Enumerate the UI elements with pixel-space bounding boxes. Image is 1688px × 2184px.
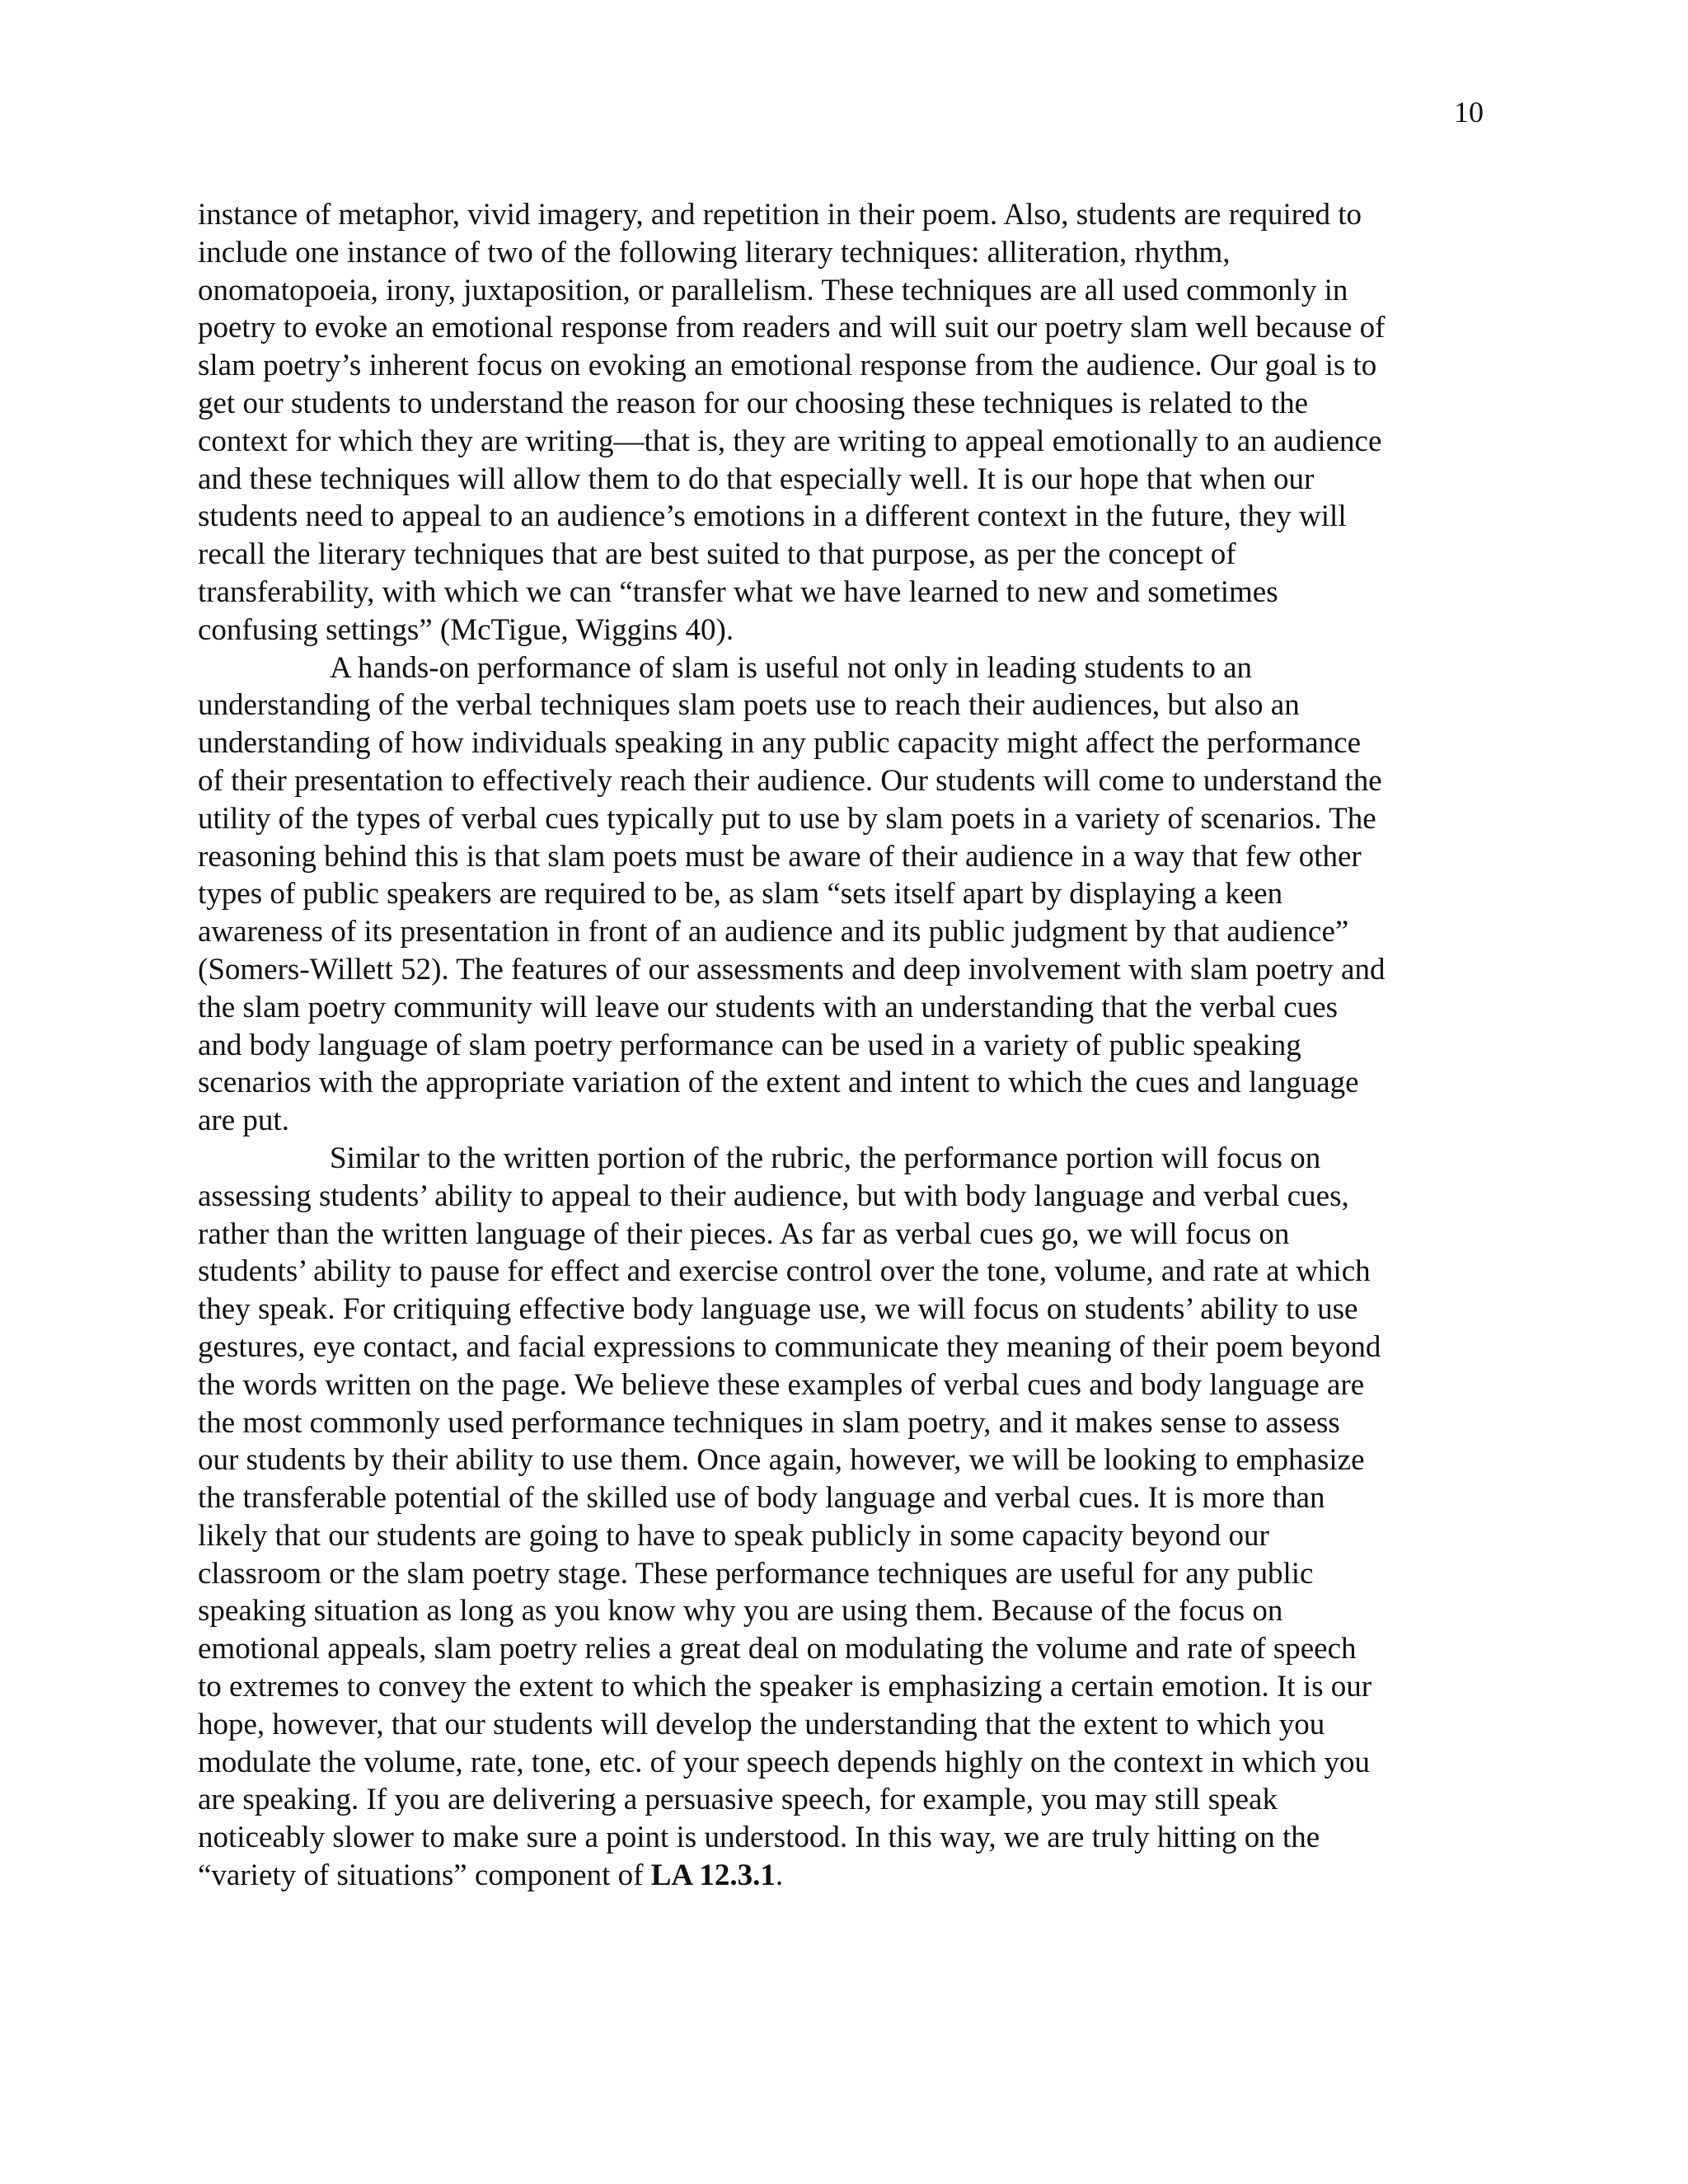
text-line: hope, however, that our students will develop the understanding that the extent to which you (198, 1707, 1325, 1741)
text-line: understanding of how individuals speaking in any public capacity might affect the performance (198, 726, 1362, 761)
paragraph-3 (198, 1140, 1490, 1895)
text-line: understanding of the verbal techniques slam poets use to reach their audiences, but also an (198, 688, 1300, 723)
closing-line-end: . (775, 1858, 784, 1893)
text-line: (Somers-Willett 52). The features of our assessments and deep involvement with slam poetry and (198, 952, 1386, 987)
text-line: noticeably slower to make sure a point is understood. In this way, we are truly hitting on the (198, 1821, 1320, 1855)
text-line: types of public speakers are required to be, as slam “sets itself apart by displaying a keen (198, 877, 1283, 912)
closing-line-text: “variety of situations” component of (198, 1858, 651, 1893)
text-line: instance of metaphor, vivid imagery, and repetition in their poem. Also, students are required to (198, 198, 1362, 232)
text-line: gestures, eye contact, and facial expressions to communicate they meaning of their poem beyond (198, 1329, 1381, 1364)
text-line: onomatopoeia, irony, juxtaposition, or parallelism. These techniques are all used commonly in (198, 273, 1348, 307)
text-line: modulate the volume, rate, tone, etc. of your speech depends highly on the context in which you (198, 1745, 1371, 1779)
text-line: reasoning behind this is that slam poets must be aware of their audience in a way that few other (198, 839, 1362, 874)
text-line: the most commonly used performance techniques in slam poetry, and it makes sense to assess (198, 1405, 1340, 1440)
text-line: confusing settings” (McTigue, Wiggins 40). (198, 612, 734, 647)
text-line: the transferable potential of the skilled use of body language and verbal cues. It is more than (198, 1481, 1325, 1516)
text-line: of their presentation to effectively reach their audience. Our students will come to understand the (198, 763, 1382, 798)
text-line: the slam poetry community will leave our students with an understanding that the verbal cues (198, 990, 1339, 1024)
text-line: and these techniques will allow them to do that especially well. It is our hope that when our (198, 462, 1315, 496)
text-line: transferability, with which we can “transfer what we have learned to new and sometimes (198, 574, 1278, 609)
text-line: are put. (198, 1104, 289, 1138)
text-line: speaking situation as long as you know why you are using them. Because of the focus on (198, 1594, 1283, 1629)
text-line: are speaking. If you are delivering a persuasive speech, for example, you may still speak (198, 1783, 1278, 1817)
closing-line (198, 1857, 1490, 1895)
text-line: emotional appeals, slam poetry relies a great deal on modulating the volume and rate of speech (198, 1632, 1357, 1666)
text-line: classroom or the slam poetry stage. These performance techniques are useful for any public (198, 1556, 1314, 1591)
text-line: get our students to understand the reason for our choosing these techniques is related to the (198, 386, 1309, 420)
text-line: include one instance of two of the following literary techniques: alliteration, rhythm, (198, 235, 1231, 269)
text-line: poetry to evoke an emotional response from readers and will suit our poetry slam well because of (198, 311, 1386, 345)
text-line: awareness of its presentation in front of an audience and its public judgment by that audience” (198, 915, 1349, 949)
paragraph-2 (198, 649, 1490, 1140)
text-line: A hands-on performance of slam is useful not only in leading students to an (330, 650, 1253, 685)
text-line: slam poetry’s inherent focus on evoking an emotional response from the audience. Our goal is to (198, 349, 1377, 383)
text-line: they speak. For critiquing effective body language use, we will focus on students’ ability to use (198, 1292, 1358, 1327)
standard-code: LA 12.3.1 (650, 1858, 776, 1893)
text-line: and body language of slam poetry performance can be used in a variety of public speaking (198, 1028, 1301, 1062)
text-line: context for which they are writing—that is, they are writing to appeal emotionally to an audience (198, 424, 1382, 458)
text-line: Similar to the written portion of the rubric, the performance portion will focus on (330, 1141, 1321, 1175)
text-line: recall the literary techniques that are best suited to that purpose, as per the concept of (198, 537, 1236, 572)
text-line: to extremes to convey the extent to which the speaker is emphasizing a certain emotion. It is our (198, 1670, 1372, 1704)
text-line: assessing students’ ability to appeal to their audience, but with body language and verbal cues, (198, 1179, 1349, 1213)
text-line: likely that our students are going to have to speak publicly in some capacity beyond our (198, 1518, 1269, 1553)
paragraph-1 (198, 196, 1490, 649)
text-line: utility of the types of verbal cues typically put to use by slam poets in a variety of scenarios. The (198, 801, 1376, 836)
text-line: our students by their ability to use them. Once again, however, we will be looking to emphasize (198, 1443, 1365, 1478)
page-number: 10 (1454, 96, 1484, 129)
text-line: scenarios with the appropriate variation of the extent and intent to which the cues and language (198, 1066, 1359, 1100)
text-line: students need to appeal to an audience’s emotions in a different context in the future, they will (198, 499, 1347, 534)
text-line: students’ ability to pause for effect and exercise control over the tone, volume, and rate at which (198, 1254, 1371, 1289)
text-line: rather than the written language of their pieces. As far as verbal cues go, we will focus on (198, 1216, 1290, 1251)
text-line: the words written on the page. We believe these examples of verbal cues and body language are (198, 1367, 1365, 1402)
body-text (198, 196, 1490, 1895)
